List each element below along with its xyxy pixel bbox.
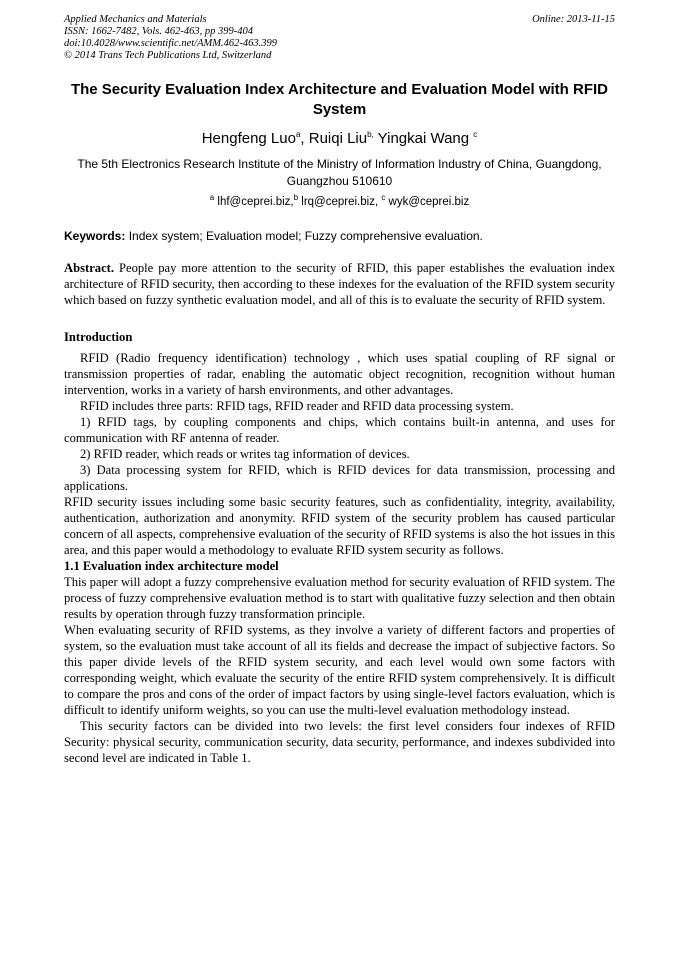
paper-title: The Security Evaluation Index Architecture and Evaluation Model with RFID System (70, 81, 609, 118)
issn: ISSN: 1662-7482, Vols. 462-463, pp 399-404 (64, 26, 253, 37)
email[interactable]: lhf@ceprei.biz, (214, 195, 294, 208)
author: Yingkai Wang (373, 130, 474, 147)
section-heading: Introduction (64, 330, 133, 344)
paragraph: 3) Data processing system for RFID, which is RFID devices for data transmission, processing and applications. (64, 463, 615, 493)
abstract-label: Abstract. (64, 261, 115, 275)
paragraph: This security factors can be divided into two levels: the first level considers four indexes of RFID Security: physical security, communication security, data security, performance, and indexes subdivided into second level are indicated in Table 1. (64, 719, 615, 765)
email[interactable]: lrq@ceprei.biz, (298, 195, 382, 208)
affil-mark: b, (367, 130, 374, 139)
abstract (64, 260, 615, 308)
keywords (64, 229, 615, 243)
paragraph: RFID security issues including some basic security features, such as confidentiality, integrity, availability, authentication, authorization and anonymity. RFID system of the security problem has caused particular concern of all aspects, comprehensive evaluation of the security of RFID systems is also the hot issues in this area, and this paper would a methodology to evaluate RFID system security as follows. (64, 495, 615, 557)
affil-mark: a (209, 193, 215, 202)
abstract-text: People pay more attention to the security of RFID, this paper establishes the evaluation index architecture of RFID security, then according to these indexes for the evaluation of the RFID system security which based on fuzzy synthetic evaluation model, and all of this is to evaluate the security of RFID system. (64, 261, 615, 307)
copyright: © 2014 Trans Tech Publications Ltd, Switzerland (64, 50, 272, 61)
paragraph: When evaluating security of RFID systems, as they involve a variety of different factors and properties of system, so the evaluation must take account of all its fields and decrease the impact of subjective factors. So this paper divide levels of the RFID system security, and each level would own some factors with corresponding weight, which evaluate the security of the entire RFID system comprehensively. It is difficult to compare the pros and cons of the order of impact factors by using single-level factors evaluation, which is difficult to identify uniform weights, so you can use the multi-level evaluation methodology instead. (64, 623, 615, 717)
journal-name: Applied Mechanics and Materials (64, 14, 207, 25)
email[interactable]: wyk@ceprei.biz (385, 195, 470, 208)
paragraph: 2) RFID reader, which reads or writes tag information of devices. (80, 447, 410, 461)
paragraph: RFID (Radio frequency identification) technology , which uses spatial coupling of RF signal or transmission properties of radar, enabling the automatic object recognition, recognition without human intervention, works in a variety of harsh environments, and other advantages. (64, 351, 615, 397)
paper-body (64, 260, 615, 766)
affil-mark: c (381, 193, 386, 202)
doi: doi:10.4028/www.scientific.net/AMM.462-463.399 (64, 38, 277, 49)
emails (64, 193, 615, 208)
keywords-label: Keywords: (64, 229, 126, 243)
affil-mark: a (295, 130, 301, 139)
author: Hengfeng Luo (201, 130, 296, 147)
online-date: Online: 2013-11-15 (532, 14, 615, 25)
paragraph: RFID includes three parts: RFID tags, RFID reader and RFID data processing system. (80, 399, 514, 413)
affil-mark: b (293, 193, 299, 202)
section-heading: 1.1 Evaluation index architecture model (64, 559, 279, 573)
journal-header (64, 14, 615, 62)
keywords-text: Index system; Evaluation model; Fuzzy comprehensive evaluation. (125, 229, 483, 243)
author: , Ruiqi Liu (300, 130, 368, 147)
affil-mark: c (473, 130, 478, 139)
affiliation: The 5th Electronics Research Institute of the Ministry of Information Industry of China, Guangdong, Guangzhou 510610 (77, 157, 602, 188)
authors (64, 130, 615, 147)
paragraph: This paper will adopt a fuzzy comprehensive evaluation method for security evaluation of RFID system. The process of fuzzy comprehensive evaluation method is to start with qualitative fuzzy selection and then obtain results by operation through fuzzy transformation principle. (64, 575, 615, 621)
paragraph: 1) RFID tags, by coupling components and chips, which contains built-in antenna, and uses for communication with RF antenna of reader. (64, 415, 615, 445)
